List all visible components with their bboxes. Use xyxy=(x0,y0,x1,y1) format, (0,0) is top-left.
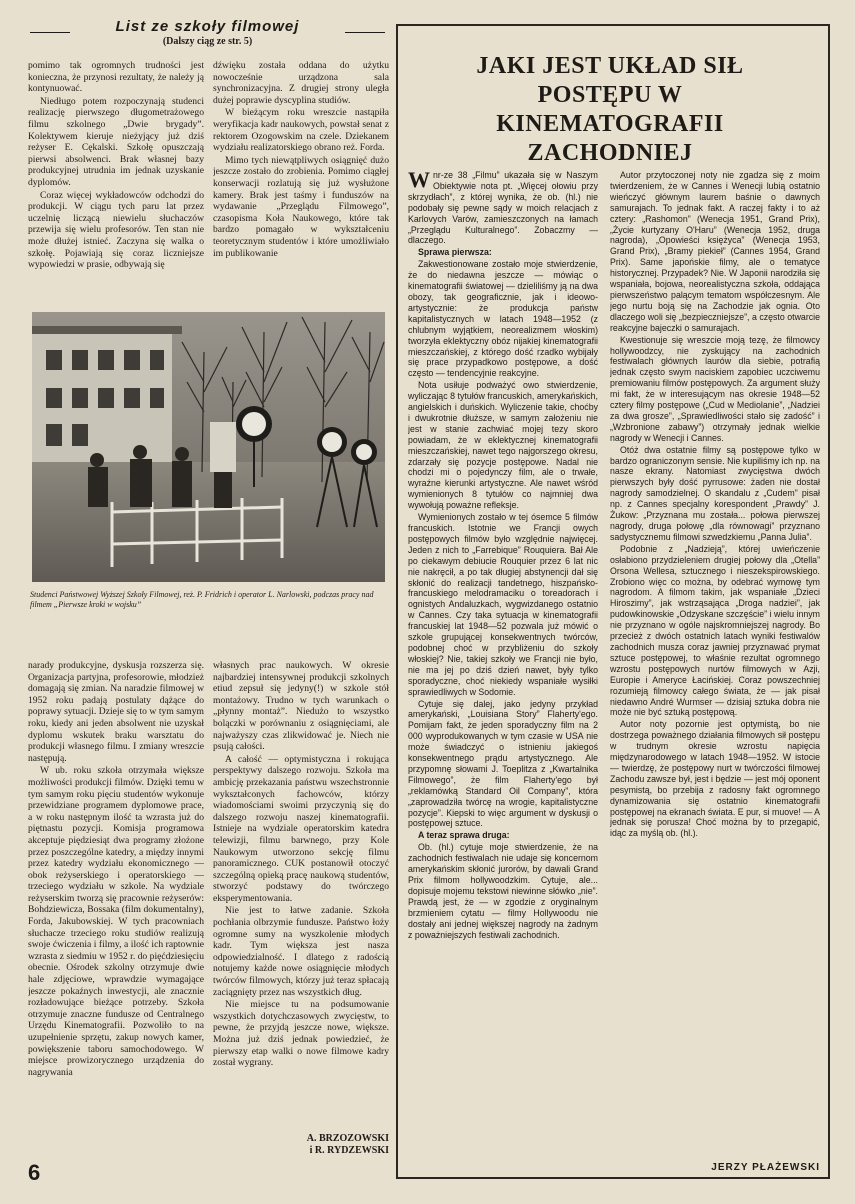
paragraph: Nie miejsce tu na podsumowanie wszystkich dotychczasowych zwycięstw, to pewne, że przyjdą jeszcze nowe, większe. Można już dziś jednak powiedzieć, że pierwszy etap walki o nowe filmowe kadry został wygrany. xyxy=(213,999,389,1069)
paragraph: Nie jest to łatwe zadanie. Szkoła pochłania olbrzymie fundusze. Państwo łoży ogromne sumy na wyszkolenie młodych kadr. Tym większa jest nasza odpowiedzialność. I dlatego z radością notujemy każde nowe osiągnięcie młodych twórców filmowych, którzy już teraz spłacają zaciągnięty przez nas wszystkich dług. xyxy=(213,905,389,998)
paragraph: pomimo tak ogromnych trudności jest konieczna, że przynosi rezultaty, że należy ją kontynuować. xyxy=(28,60,204,95)
section-heading: A teraz sprawa druga: xyxy=(418,830,510,841)
left-article-signature xyxy=(213,1133,389,1157)
page-number: 6 xyxy=(28,1160,41,1185)
paragraph: Podobnie z „Nadzieją”, której uwieńczenie osłabiono przydzieleniem drugiej połowy dla „Otella” Orsona Wellesa, sztucznego i nieszekspirowskiego. Zrobiono więc co można, by odebrać wymowę tym nagrodom. A filmom takim, jak wspaniałe „Dzieci Hiroszimy”, jak wstrząsająca „Droga nadziei”, jak pudowkinowskie „Odzyskane szczęście” i wielu innym nie przyznano w ogóle najskromniejszej nagrody. Bo przecież z dwóch ostatnich latach wyniki festiwalów zachodnich musza coraz jawniej przyznawać prymat sztuce postępowej, to właśnie rezultat ogromnego wzrostu postępowych nurtów filmowych w Azji, Europie i Ameryce Łacińskiej. Coraz powszechniej rozumieją filmowcy całego świata, że — jak pisał niedawno André Wurmser — dzisiaj sztuka dobra nie może nie być sztuką postępową. xyxy=(610,543,820,718)
section-heading: Sprawa pierwsza: xyxy=(418,247,492,258)
left-article-header xyxy=(30,18,385,47)
paragraph: Zakwestionowane zostało moje stwierdzenie, że do niedawna jeszcze — mówiąc o kinematografii światowej — dzieliliśmy ją na dwa obozy, tak geograficznie, jak i ideowo-artystycznie: że produkcja państw kapitalistycznych w latach 1948—1952 (z chlubnym wyjątkiem, neorealizmem włoskim) tworzyła eklektyczny obóz nijakiej kinematografii mieszczańskiej, z którego dość rzadko wybijały się prace przypadkowo postępowe, a dość często — tendencyjnie reakcyjne. xyxy=(408,259,598,379)
right-article-title: JAKI JEST UKŁAD SIŁ POSTĘPU W KINEMATOGRAFII ZACHODNIEJ xyxy=(476,53,744,166)
left-column-bottom-2 xyxy=(213,660,389,1120)
author-name: i R. RYDZEWSKI xyxy=(309,1145,389,1156)
article-photo xyxy=(32,312,385,582)
paragraph: A całość — optymistyczna i rokująca perspektywy dalszego rozwoju. Szkoła ma ambicję przekazania państwu wszechstronnie wykształconych fachowców, którzy wiadomościami swoimi przyczynią się do dalszego rozwoju naszej kinematografii. Istnieje na wydziale operatorskim katedra telewizji, filmu barwnego, przy Kole Naukowym utworzono sekcję filmu panoramicznego. CUK postanowił otoczyć szczególną opieką pracę naukową studentów, stworzyć podstawy do twórczego eksperymentowania. xyxy=(213,753,389,904)
continuation-note: (Dalszy ciąg ze str. 5) xyxy=(162,36,253,47)
paragraph: Wymienionych zostało w tej ósemce 5 filmów francuskich. Istotnie we Francji owych postępowych filmów było względnie najwięcej. Jeden z nich to „Farrebique” Rouquiera. Bał Ale po ciekawym debiucie Rouquier przez 6 lat nic nie nakręcił, a po tak długiej abstynencji dał się skłonić do realizacji tandetnego, hiszpańsko-francuskiego melodramaciku o toreadorach i ognistych Andaluzkach, wygwizdanego ostatnio w Cannes. Czy taka sytuacja w kinematografii francuskiej lat 1948—52 pozwala już mówić o szkole grupującej konsekwentnych twórców, podobnej choć w przybliżeniu do szkoły włoskiej? Nie, takiej szkoły we Francji nie było, nie ma jej po dziś dzień nawet, były tylko sporadyczne, choć niekiedy wspaniałe wysiłki sprawiedliwych w Sodomie. xyxy=(408,512,598,697)
paragraph: Kwestionuje się wreszcie moją tezę, że filmowcy hollywoodzcy, nie zyskujący na zachodnich festiwalach głównych laurów dla siebie, potrafią jednak często swym naciskiem zapobiec uczciwemu premiowaniu filmów postępowych. Za argument służy mi fakt, że w interesującym nas okresie 1948—52 cztery filmy postępowe („Cud w Mediolanie”, „Nadziei za dwa grosze”, „Sprawiedliwości stało się zadość” i „Wzbronione zabawy”) otrzymały jednak wielkie nagrody w Wenecji i Cannes. xyxy=(610,334,820,443)
drop-cap: W xyxy=(408,170,430,192)
right-column-2 xyxy=(610,170,820,1125)
paragraph: W ub. roku szkoła otrzymała większe możliwości produkcji filmów. Dzięki temu w tym samym roku pięciu studentów wykonuje przewidziane programem dyplomowe prace, a w roku następnym ilość ta wzrasta już do piętnastu pozycji. Komisja programowa akceptuje piędziesiąt dwa programy złożone przez poszczególne katedry, a między innymi przez katedry wydziału ekonomicznego — obok reżyserskiego i operatorskiego — trzeciego wydziału w szkole. Na wydziale reżyserskim tworzą się pracownie reżyserów: Bohdziewicza, Bossaka (film dokumentalny), Forda, Jakubowskiej. W tych pracowniach słuchacze trzeciego roku studiów realizują swoje ćwiczenia i filmy, a ilość ich raptownie wzrasta z siedmiu w 1952 r. do pięćdziesięciu obecnie. Ośrodek szkolny otrzymuje dwie hale zdjęciowe, wprawdzie wymagające jeszcze pokaźnych inwestycji, ale znacznie rozładowujące bieżące potrzeby. Szkoła otrzymuje znaczne fundusze od Centralnego Urzędu Kinematografii. Pozwoliło to na uzupełnienie sprzętu, zakup nowych kamer, powiększenie taboru samochodowego. W miejsce prowizorycznego urządzenia do nagrywania xyxy=(28,765,204,1078)
paragraph: Autor noty pozornie jest optymistą, bo nie dostrzega poważnego działania filmowych sił postępu w trudnym okresie wzrostu napięcia międzynarodowego w latach 1948—1952. W istocie — twierdzę, że postępowy nurt w twórczości filmowej Zachodu zawsze był, jest i będzie — jest mój oponent pesymistą, bo przebija z radosny fakt ogromnego dynamizowania się ostatnio kinematografii postępowej na ekranach świata. E pur, si muove! — A jednak się porusza! Choć można by to przegapić, idąc za myślą ob. (hl.). xyxy=(610,719,820,839)
paragraph: własnych prac naukowych. W okresie najbardziej intensywnej produkcji szkolnych etiud zepsuł się jedyny(!) w szkole stół montażowy. Trudno w tych warunkach o „płynny montaż”. Niedużo to wszystko bolączki w porównaniu z osiągnięciami, ale najważyszy czas zlikwidować je. Niech nie psują całości. xyxy=(213,660,389,753)
photo-caption: Studenci Państwowej Wyższej Szkoły Filmowej, reż. P. Fridrich i operator L. Narlowski, podczas pracy nad filmem „Pierwsze kroki w wojsku” xyxy=(30,590,374,609)
left-column-top-2 xyxy=(213,60,389,305)
paragraph: W bieżącym roku wreszcie nastąpiła weryfikacja kadr naukowych, powstał senat z rektorem Ozogowskim na czele. Dziekanem wydziału realizatorskiego obrano reż. Forda. xyxy=(213,107,389,154)
right-article-signature: JERZY PŁAŻEWSKI xyxy=(711,1162,820,1173)
paragraph: dźwięku została oddana do użytku nowocześnie urządzona sala synchronizacyjna. Z drugiej strony uległa dużej poprawie dyscyplina studiów. xyxy=(213,60,389,106)
title-rule-left xyxy=(30,32,70,33)
author-name: A. BRZOZOWSKI xyxy=(306,1133,389,1144)
paragraph: Otóż dwa ostatnie filmy są postępowe tylko w bardzo ograniczonym sensie. Nie kupiliśmy ich np. na nasze ekrany. Natomiast zwycięstwa dwóch pierwszych były dość pyrrusowe: żaden nie dostał nagrody samodzielnej. O skandalu z „Cudem” pisał np. z Cannes specjalny korespondent „Prawdy” J. Żukow: „Przyznana mu została... połowa pierwszej nagrody, druga połowę „dla równowagi” przyznano sadystycznemu filmowi szwedzkiemu „Panna Julia”. xyxy=(610,444,820,542)
paragraph: Coraz więcej wykładowców odchodzi do produkcji. W ciągu tych paru lat przez uczelnię liczącą niewielu słuchaczów przewija się wielu profesorów. Ten stan nie może dłużej istnieć. Zaczyna się walka o szkołę. Pojawiają się coraz liczniejsze wypowiedzi w prasie, odbywają się xyxy=(28,189,204,271)
paragraph: Nota usiłuje podważyć owo stwierdzenie, wyliczając 8 tytułów francuskich, amerykańskich, angielskich i duńskich. Wyliczenie takie, choćby i dwukrotnie dłuższe, w samym założeniu nie jest w stanie zachwiać mojej tezy skoro powiadam, że w eklektycznej kinematografii mieszczańskiej, nawet tego najgorszego okresu, zdarzały się pozycje postępowe. Nadal nie chodzi mi o pojedynczy film, ale o trwałe, wyraźne kierunki artystyczne. Ale nawet wśród wymienionych 8 tytułów co najmniej dwa wywołują poważne refleksje. xyxy=(408,380,598,511)
left-article-title: List ze szkoły filmowej xyxy=(115,18,300,35)
lead-text: nr-ze 38 „Filmu” ukazała się w Naszym Obiektywie nota pt. „Więcej ołowiu przy skrzydłach”, z której wynika, że ob. (hl.) nie podobały się pewne sądy w moich relacjach z Karlovych Varów, zamieszczonych na łamach „Przeglądu Kulturalnego”. Zobaczmy — dlaczego. xyxy=(408,170,598,246)
paragraph: Autor przytoczonej noty nie zgadza się z moim twierdzeniem, że w Cannes i Wenecji lubią ostatnio wieńczyć głównym laurem baśnie o dawnych samurajach. To jednak fakt. A raczej fakty i to aż cztery: „Rashomon” (Wenecja 1951, Grand Prix), „Życie kurtyzany O'Haru” (Wenecja 1952, druga nagroda), „Opowieści księżyca” (Wenecja 1953, Grand Prix), „Bramy piekieł” (Cannes 1954, Grand Prix). Same japońskie filmy, ale o tematyce historycznej. Przypadek? Nie. W Japonii narodziła się wspaniała, bojowa, neorealistyczna szkoła, oddająca pierwszeństwo palącym tematom współczesnym. Ale jego nurtu boją się na Zachodzie jak ognia. Oto dlaczego woli się „bezpieczniejsze”, a często otwarcie reakcyjne bajeczki o samurajach. xyxy=(610,170,820,333)
paragraph: Cytuje się dalej, jako jedyny przykład amerykański, „Louisiana Story” Flaherty'ego. Pomijam fakt, że jeden sporadyczny film na 2 000 wyprodukowanych w tym czasie w USA nie może świadczyć o istnieniu jakiegoś konsekwentnego prądu artystycznego. Ale przypomnę słowami J. Toeplitza z „Kwartalnika Filmowego”, że film Flaherty'ego był „reklamówką Standard Oil Company”, która „zaprowadziła twórcę na wrogie, kapitalistyczne pozycje”. Kiepski to więc argument w dyskusji o postępowej sztuce. xyxy=(408,698,598,829)
right-column-1 xyxy=(408,170,598,1165)
paragraph: narady produkcyjne, dyskusja rozszerza się. Organizacja partyjna, profesorowie, młodzież domagają się zmian. Na naradzie filmowej w 1952 roku padają postulaty dążące do poprawy sytuacji. Dzieje się to w tym samym roku, kiedy ani jeden absolwent nie uzyskał dyplomu wskutek braku warsztatu do produkcji własnego filmu. I zmiany wreszcie następują. xyxy=(28,660,204,764)
photo-illustration xyxy=(32,312,385,582)
paragraph: Niedługo potem rozpoczynają studenci realizację pierwszego długometrażowego filmu szkolnego „Dwie brygady”. Kolektywem kieruje nieżyjący już dziś reżyser E. Cękalski. Szkołę opuszczają pierwsi absolwenci. Brak własnej bazy produkcyjnej utrudnia im jednak uzyskanie dyplomów. xyxy=(28,95,204,188)
lead-paragraph xyxy=(408,170,598,246)
title-rule-right xyxy=(345,32,385,33)
left-column-top-1 xyxy=(28,60,204,305)
left-column-bottom-1 xyxy=(28,660,204,1160)
paragraph: Ob. (hl.) cytuje moje stwierdzenie, że na zachodnich festiwalach nie udaje się koncernom amerykańskim skłonić jurorów, by dawali Grand Prix filmom hollywoodzkim. Cytuje, ale... dopisuje mojemu tekstowi niewinne słówko „nie”. Prawdą jest, że — w zgodzie z oryginalnym brzmieniem cytatu — filmy Hollywoodu nie dostały ani jednej większej nagrody na żadnym z poważniejszych festiwali zachodnich. xyxy=(408,842,598,940)
paragraph: Mimo tych niewątpliwych osiągnięć dużo jeszcze zostało do zrobienia. Pomimo ciągłej konserwacji rozlatują się już wysłużone kamery. Brak jest taśmy i funduszów na wydawanie „Przeglądu Filmowego”, czasopisma Koła Naukowego, które tak bardzo pomagało w wykształceniu teoretycznym studentów i które umożliwiało im publikowanie xyxy=(213,154,389,259)
